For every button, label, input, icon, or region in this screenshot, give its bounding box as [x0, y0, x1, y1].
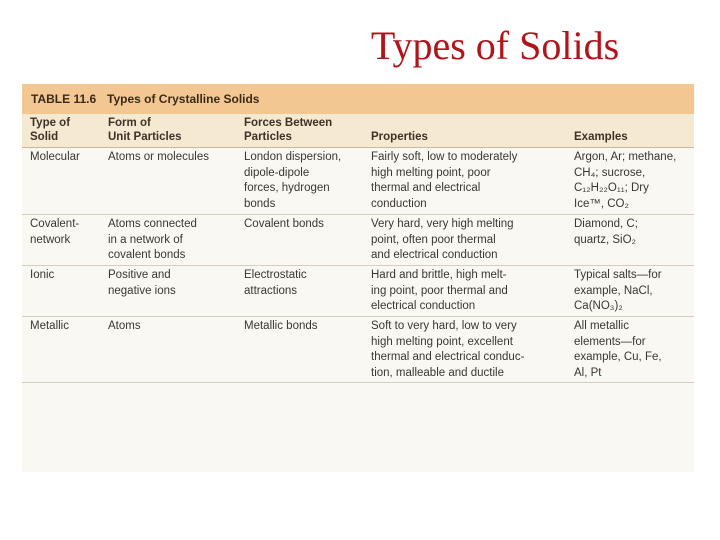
header-properties: Properties	[371, 131, 428, 143]
crystalline-solids-table	[22, 84, 694, 472]
table-row-covalent-network	[22, 215, 694, 266]
cell-forces: Covalent bonds	[244, 218, 324, 230]
table-row-metallic	[22, 317, 694, 383]
cell-examples: Diamond, C; quartz, SiO₂	[574, 218, 638, 246]
table-caption: Types of Crystalline Solids	[107, 92, 260, 106]
slide-title: Types of Solids	[370, 23, 620, 68]
table-caption-bar	[22, 84, 694, 114]
table-row-molecular	[22, 148, 694, 215]
cell-properties: Very hard, very high melting point, often poor thermal and electrical conduction	[371, 218, 514, 261]
table-number: TABLE 11.6	[31, 92, 97, 106]
table-row-ionic	[22, 266, 694, 317]
cell-type: Metallic	[30, 320, 69, 332]
cell-form: Atoms	[108, 320, 141, 332]
cell-forces: London dispersion, dipole-dipole forces, hydrogen bonds	[244, 151, 342, 210]
cell-form: Positive and negative ions	[108, 269, 176, 297]
cell-examples: All metallic elements—for example, Cu, Fe, Al, Pt	[574, 320, 662, 379]
cell-form: Atoms connected in a network of covalent bonds	[108, 218, 197, 261]
cell-forces: Metallic bonds	[244, 320, 318, 332]
cell-properties: Soft to very hard, low to very high melting point, excellent thermal and electrical conduc- tion, malleable and ductile	[371, 320, 525, 379]
header-form-of-unit-particles: Form of Unit Particles	[108, 117, 182, 143]
table-header-row	[22, 114, 694, 148]
cell-type: Molecular	[30, 151, 80, 163]
header-forces-between-particles: Forces Between Particles	[244, 117, 333, 143]
header-type-of-solid: Type of Solid	[30, 117, 71, 143]
cell-type: Ionic	[30, 269, 55, 281]
cell-examples: Argon, Ar; methane, CH₄; sucrose, C₁₂H₂₂O₁₁; Dry Ice™, CO₂	[574, 151, 677, 210]
cell-forces: Electrostatic attractions	[244, 269, 307, 297]
cell-type: Covalent- network	[30, 218, 80, 246]
header-examples: Examples	[574, 131, 628, 143]
cell-properties: Fairly soft, low to moderately high melting point, poor thermal and electrical conduction	[371, 151, 518, 210]
cell-form: Atoms or molecules	[108, 151, 209, 163]
cell-properties: Hard and brittle, high melt- ing point, poor thermal and electrical conduction	[371, 269, 508, 312]
cell-examples: Typical salts—for example, NaCl, Ca(NO₃)₂	[574, 269, 662, 312]
